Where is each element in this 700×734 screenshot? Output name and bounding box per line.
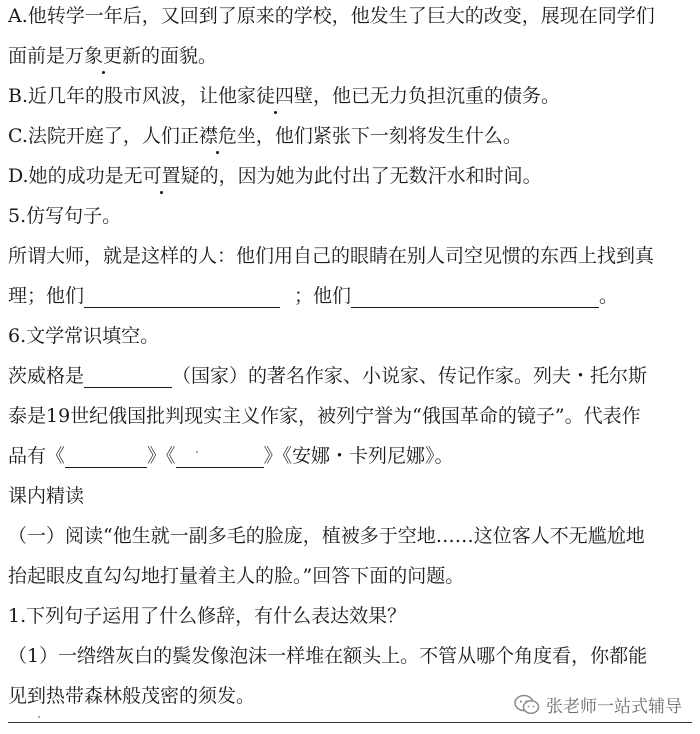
dotted-phrase: 万象更新 [65,45,142,67]
question-5-prompt: 所谓大师，就是这样的人：他们用自己的眼睛在别人司空见惯的东西上找到真 [8,245,655,267]
answer-blank[interactable] [176,447,264,468]
question-1-sub1-line2: 见到热带森林般茂密的须发。 [8,685,256,707]
text-segment: ，他已无力负担沉重的债务。 [313,85,561,107]
text-segment: C.法院开庭了，人们 [8,125,180,147]
option-a-line1: A.他转学一年后，又回到了原来的学校，他发生了巨大的改变，展现在同学们 [8,5,655,27]
dotted-phrase: 正襟危坐 [179,125,256,147]
option-d-line [8,164,542,188]
question-6-line2: 泰是19世纪俄国批判现实主义作家，被列宁誉为“俄国革命的镜子”。代表作 [8,405,641,427]
answer-blank[interactable] [351,287,599,308]
watermark [514,692,682,717]
question-6-line1 [8,364,647,388]
text-segment: B.近几年的股市风波，让他 [8,85,238,107]
question-6-line3 [8,444,454,468]
watermark-text: 张老师一站式辅导 [546,697,682,717]
wechat-icon [514,694,540,716]
text-segment: ，他们紧张下一刻将发生什么。 [255,125,522,147]
text-segment: 理；他们 [8,285,85,307]
dotted-phrase: 家徒四壁 [237,85,314,107]
section-heading: 课内精读 [8,485,85,507]
answer-blank[interactable] [84,367,172,388]
answer-blank[interactable] [65,447,147,468]
option-c-line [8,124,522,148]
answer-blank[interactable] [84,287,280,308]
question-5-fill-line [8,284,618,308]
text-segment: 面前是 [8,45,66,67]
reading-prompt-line2: 抬起眼皮直勾勾地打量着主人的脸。”回答下面的问题。 [8,565,465,587]
question-6-heading: 6.文学常识填空。 [8,325,160,347]
text-segment: 。 [599,285,619,307]
text-segment: 》《 [147,445,176,467]
text-segment: （国家）的著名作家、小说家、传记作家。列夫・托尔斯 [172,365,648,387]
question-5-heading: 5.仿写句子。 [8,205,122,227]
reading-prompt-line1: （一）阅读“他生就一副多毛的脸庞，植被多于空地……这位客人不无尴尬地 [8,525,645,547]
question-1-sub1-line1: （1）一绺绺灰白的鬓发像泡沫一样堆在额头上。不管从哪个角度看，你都能 [8,645,648,667]
text-segment: 》《安娜・卡列尼娜》。 [263,445,454,467]
option-a-line2 [8,44,217,68]
question-1-heading: 1.下列句子运用了什么修辞，有什么表达效果？ [8,605,407,627]
option-b-line [8,84,560,108]
text-segment: 的面貌。 [141,45,218,67]
text-segment: 的，因为她为此付出了无数汗水和时间。 [199,165,542,187]
decorative-dot [38,716,40,718]
dotted-phrase: 无可置疑 [123,165,200,187]
bottom-divider [8,722,692,723]
text-segment: 茨威格是 [8,365,85,387]
text-segment: D.她的成功是 [8,165,124,187]
decorative-dot [196,451,198,453]
text-segment: 品有《 [8,445,66,467]
text-segment: ；他们 [294,285,352,307]
